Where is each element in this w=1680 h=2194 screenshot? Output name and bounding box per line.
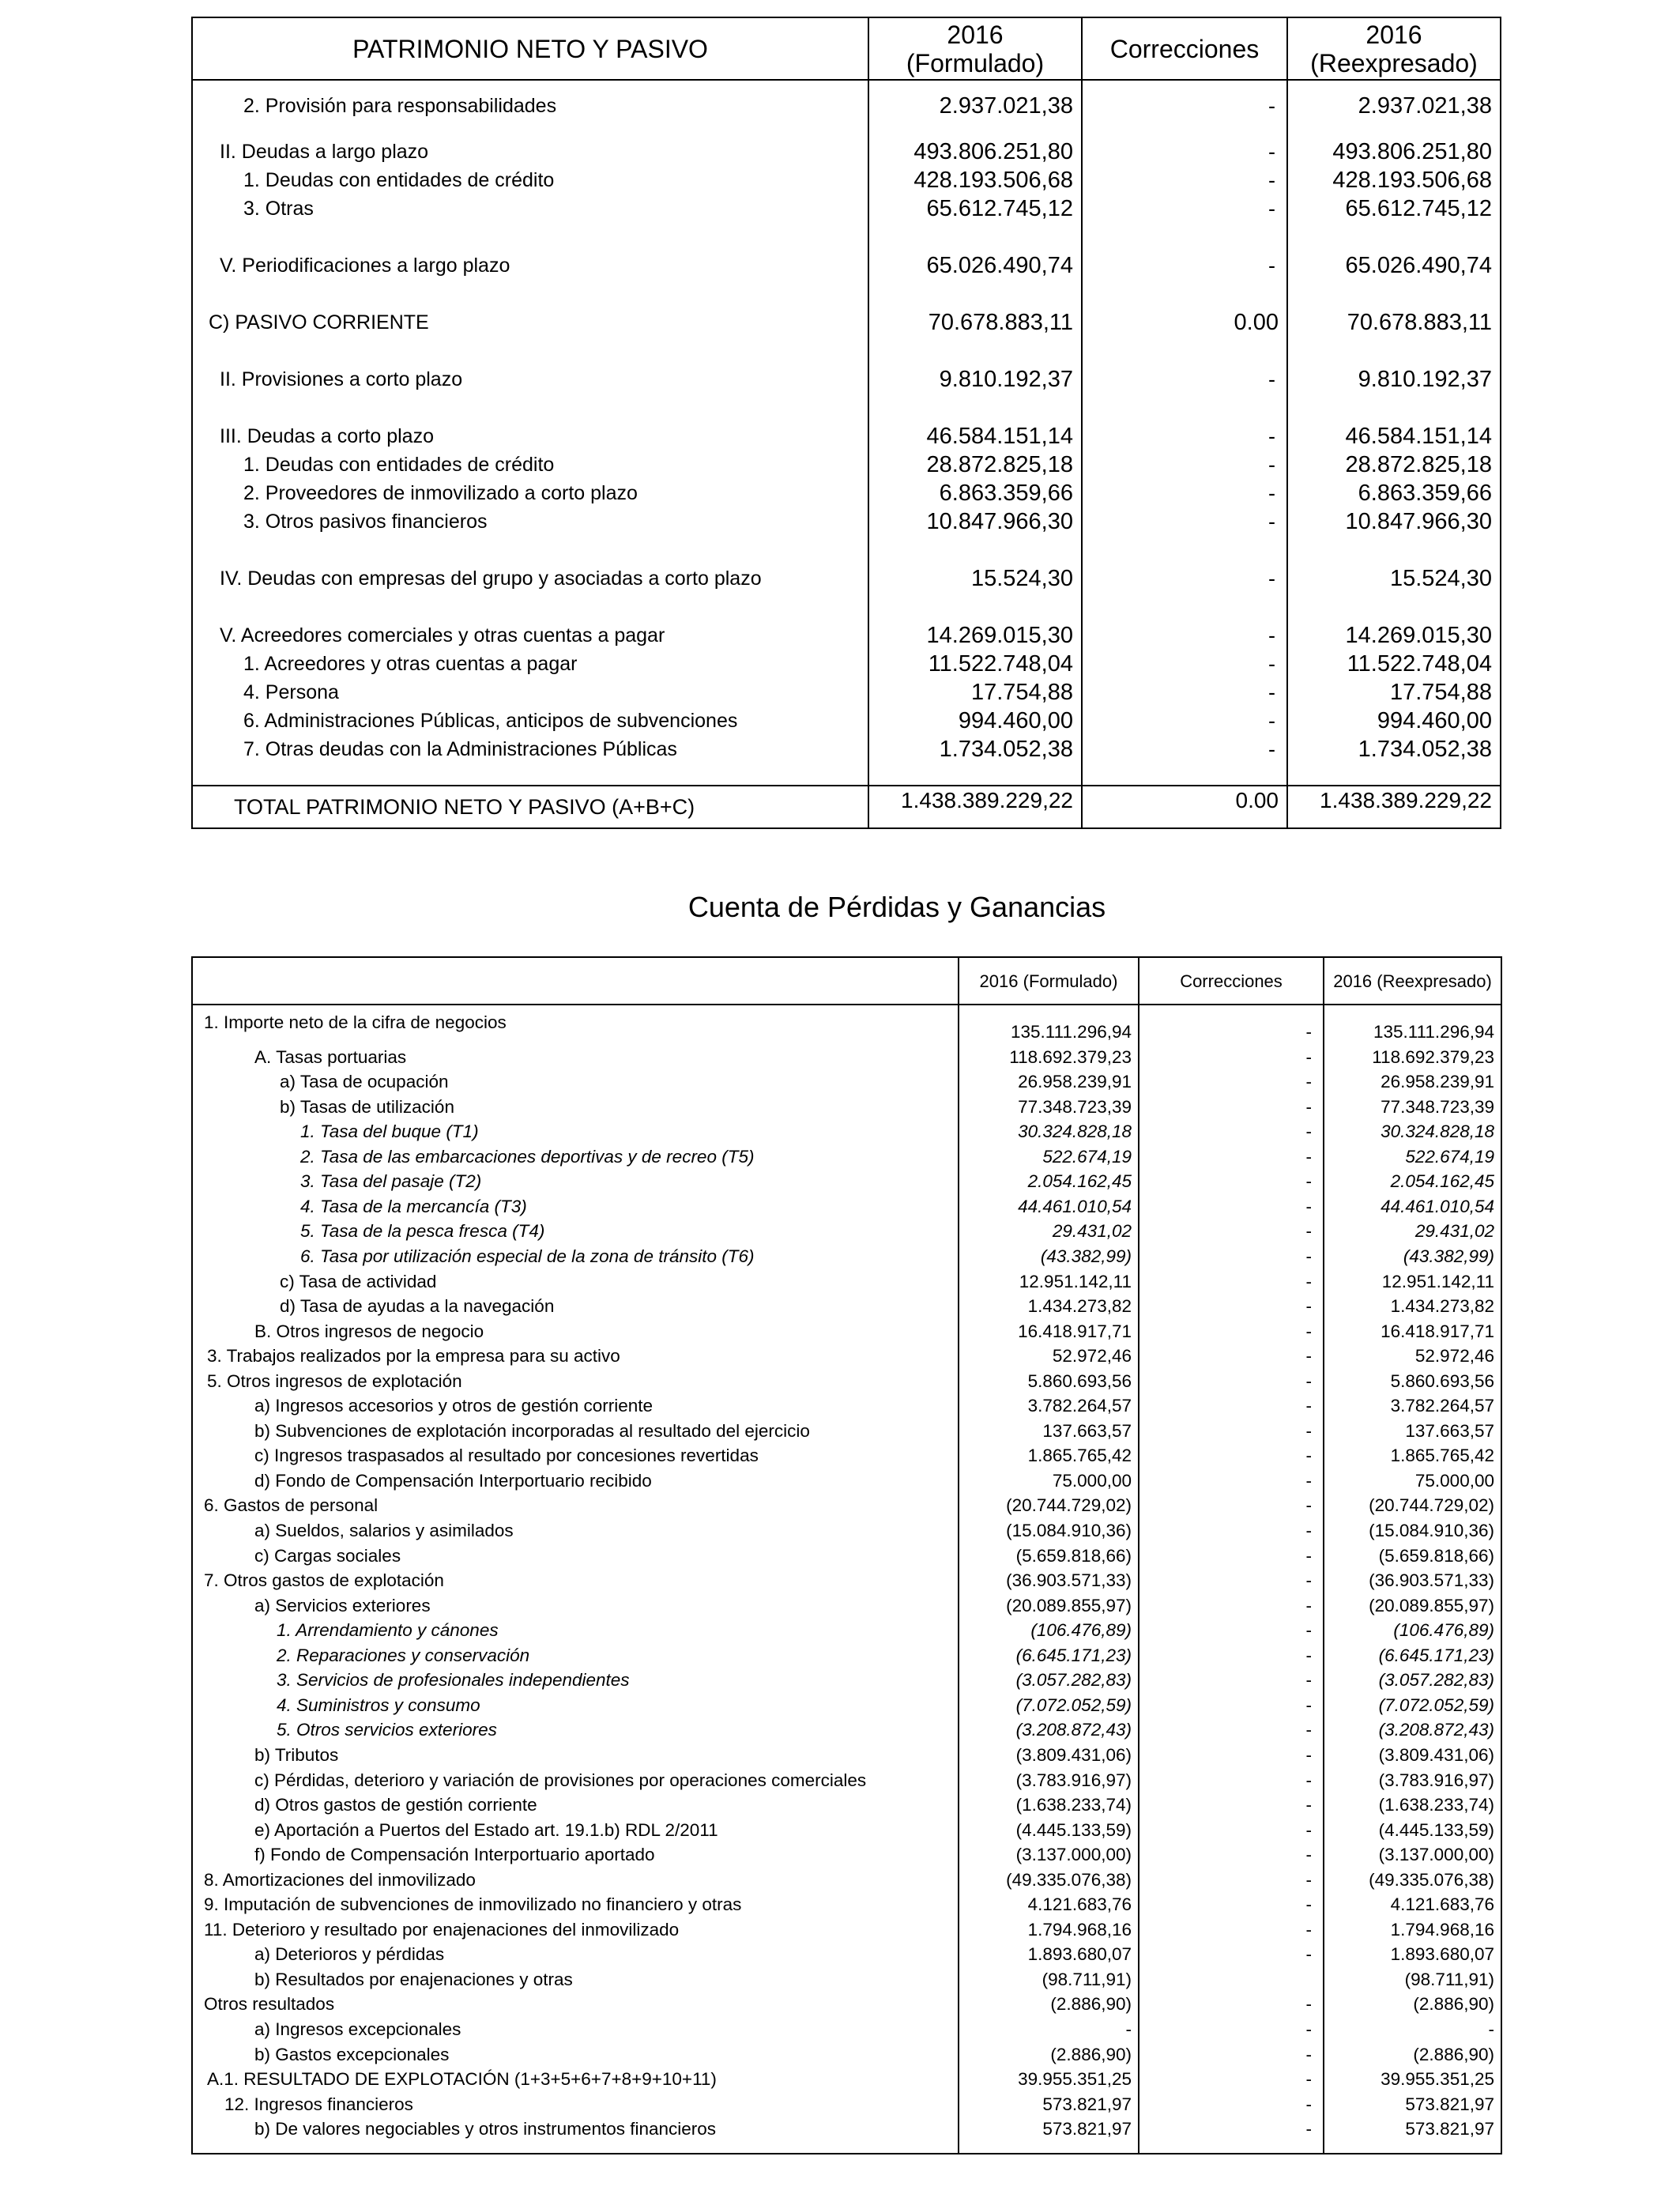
pyg-row-formulado: (3.208.872,43) [1015, 1720, 1132, 1740]
balance-row-reexpresado: 6.863.359,66 [1358, 481, 1492, 506]
balance-row-formulado: 15.524,30 [970, 566, 1073, 591]
pyg-row-correcciones: - [1305, 1620, 1312, 1641]
pyg-row-label: 3. Tasa del pasaje (T2) [300, 1171, 482, 1192]
balance-header-formulado-sub: (Formulado) [906, 48, 1045, 77]
pyg-row-correcciones: - [1305, 1720, 1312, 1740]
pyg-row-correcciones: - [1305, 1346, 1312, 1367]
pyg-row-reexpresado: (2.886,90) [1413, 1994, 1494, 2015]
pyg-row-reexpresado: (43.382,99) [1403, 1246, 1494, 1266]
pyg-row-formulado: (49.335.076,38) [1006, 1869, 1132, 1890]
pyg-row-formulado: 1.434.273,82 [1027, 1296, 1132, 1317]
pyg-table [191, 956, 1502, 2154]
pyg-row-label: 1. Importe neto de la cifra de negocios [204, 1012, 507, 1032]
pyg-correcciones-column [1139, 1005, 1323, 2154]
pyg-row-reexpresado: 26.958.239,91 [1381, 1072, 1494, 1092]
balance-row-correcciones: - [1268, 140, 1275, 164]
pyg-row-formulado: 16.418.917,71 [1018, 1321, 1132, 1341]
pyg-row-label: A. Tasas portuarias [254, 1046, 407, 1067]
balance-row-label: 1. Deudas con entidades de crédito [243, 169, 555, 191]
balance-row-label: 6. Administraciones Públicas, anticipos de subvenciones [243, 710, 738, 732]
pyg-row-formulado: 30.324.828,18 [1018, 1122, 1132, 1142]
pyg-row-label: 4. Suministros y consumo [277, 1695, 480, 1715]
pyg-row-reexpresado: (49.335.076,38) [1369, 1869, 1494, 1890]
balance-total-reexpresado: 1.438.389.229,22 [1286, 786, 1500, 827]
pyg-row-label: a) Ingresos excepcionales [254, 2019, 461, 2039]
balance-row-reexpresado: 65.612.745,12 [1345, 196, 1492, 221]
pyg-row-formulado: 522.674,19 [1042, 1146, 1132, 1167]
pyg-row-label: a) Servicios exteriores [254, 1595, 431, 1615]
pyg-row-correcciones [1139, 1967, 1323, 1992]
pyg-row-reexpresado: 135.111.296,94 [1373, 1022, 1494, 1042]
balance-row-formulado: 65.026.490,74 [926, 253, 1073, 278]
pyg-row-label: 8. Amortizaciones del inmovilizado [204, 1869, 476, 1890]
pyg-row-reexpresado: 52.972,46 [1414, 1346, 1494, 1367]
balance-row-formulado: 17.754,88 [970, 680, 1073, 705]
pyg-row-formulado: (3.809.431,06) [1015, 1744, 1132, 1765]
pyg-row-formulado: 118.692.379,23 [1009, 1046, 1132, 1067]
pyg-row-formulado: 1.865.765,42 [1027, 1446, 1132, 1466]
balance-row-label: 7. Otras deudas con la Administraciones Públicas [243, 738, 677, 760]
balance-header [193, 18, 1500, 81]
balance-row-label: 1. Deudas con entidades de crédito [243, 454, 555, 476]
pyg-row-formulado: - [1125, 2019, 1132, 2039]
pyg-row-label: 5. Tasa de la pesca fresca (T4) [300, 1221, 545, 1242]
pyg-row-reexpresado: 39.955.351,25 [1381, 2069, 1494, 2090]
balance-row-label: 4. Persona [243, 681, 339, 703]
balance-row-reexpresado: 9.810.192,37 [1358, 367, 1492, 392]
pyg-row-label: 12. Ingresos financieros [224, 2094, 413, 2114]
pyg-row-formulado: 75.000,00 [1052, 1470, 1132, 1491]
pyg-row-correcciones: - [1305, 1845, 1312, 1865]
pyg-row-reexpresado: 522.674,19 [1405, 1146, 1494, 1167]
pyg-row-formulado: (36.903.571,33) [1006, 1570, 1132, 1591]
pyg-row-label: a) Tasa de ocupación [280, 1072, 449, 1092]
balance-row-label: 2. Provisión para responsabilidades [243, 95, 557, 117]
balance-total-label: TOTAL PATRIMONIO NETO Y PASIVO (A+B+C) [234, 795, 695, 819]
pyg-row-formulado: 5.860.693,56 [1027, 1370, 1132, 1391]
pyg-row-reexpresado: 4.121.683,76 [1390, 1894, 1494, 1915]
pyg-header [193, 958, 1501, 1005]
pyg-row-label: 6. Gastos de personal [204, 1495, 379, 1516]
balance-row-label: 2. Proveedores de inmovilizado a corto plazo [243, 482, 638, 504]
pyg-row-label: a) Sueldos, salarios y asimilados [254, 1521, 514, 1540]
pyg-row-formulado: (4.445.133,59) [1015, 1819, 1132, 1840]
pyg-row-label: 9. Imputación de subvenciones de inmovilizado no financiero y otras [204, 1894, 742, 1915]
balance-row-label: III. Deudas a corto plazo [220, 425, 434, 447]
pyg-row-reexpresado: (3.783.916,97) [1378, 1770, 1494, 1790]
pyg-row-formulado: (98.711,91) [1042, 1969, 1132, 1989]
pyg-row-formulado: 12.951.142,11 [1019, 1271, 1132, 1291]
pyg-row-reexpresado: 77.348.723,39 [1381, 1096, 1494, 1117]
balance-row-formulado: 28.872.825,18 [926, 452, 1073, 477]
balance-row-formulado: 493.806.251,80 [913, 139, 1073, 164]
pyg-row-reexpresado: (2.886,90) [1413, 2044, 1494, 2064]
balance-row-formulado: 2.937.021,38 [939, 93, 1073, 119]
pyg-row-formulado: 1.794.968,16 [1027, 1919, 1132, 1940]
pyg-row-label: b) Gastos excepcionales [254, 2044, 450, 2064]
pyg-header-formulado-sub: (Formulado) [1023, 971, 1118, 991]
balance-row-reexpresado: 1.734.052,38 [1358, 737, 1492, 762]
pyg-row-reexpresado: 118.692.379,23 [1372, 1046, 1494, 1067]
pyg-row-correcciones: - [1305, 1869, 1312, 1890]
pyg-row-correcciones: - [1305, 1321, 1312, 1341]
pyg-row-correcciones: - [1305, 1770, 1312, 1790]
pyg-row-label: d) Tasa de ayudas a la navegación [280, 1296, 555, 1317]
pyg-row-label: 5. Otros servicios exteriores [277, 1720, 497, 1740]
pyg-row-correcciones: - [1305, 1470, 1312, 1491]
balance-row-reexpresado: 15.524,30 [1389, 566, 1492, 591]
pyg-row-correcciones: - [1305, 1919, 1312, 1940]
pyg-row-correcciones: - [1305, 1221, 1312, 1242]
pyg-row-reexpresado: (3.809.431,06) [1378, 1744, 1494, 1765]
pyg-row-reexpresado: 44.461.010,54 [1381, 1196, 1494, 1216]
pyg-header-reexpresado-year: 2016 [1333, 971, 1373, 991]
pyg-row-label: a) Ingresos accesorios y otros de gestión corriente [254, 1396, 653, 1416]
pyg-row-label: 6. Tasa por utilización especial de la zona de tránsito (T6) [300, 1246, 755, 1266]
pyg-row-formulado: 26.958.239,91 [1018, 1072, 1132, 1092]
balance-row-formulado: 6.863.359,66 [939, 481, 1073, 506]
pyg-row-correcciones: - [1305, 2019, 1312, 2039]
balance-row-reexpresado: 493.806.251,80 [1332, 139, 1492, 164]
pyg-row-reexpresado: 573.821,97 [1405, 2119, 1494, 2139]
pyg-row-formulado: 135.111.296,94 [1010, 1022, 1132, 1042]
pyg-row-correcciones: - [1305, 2069, 1312, 2090]
balance-row-correcciones: - [1268, 254, 1275, 277]
pyg-row-formulado: (43.382,99) [1040, 1246, 1132, 1266]
pyg-row-correcciones: - [1305, 2119, 1312, 2139]
pyg-row-formulado: 77.348.723,39 [1018, 1096, 1132, 1117]
pyg-row-formulado: (3.783.916,97) [1015, 1770, 1132, 1790]
balance-total-correcciones: 0.00 [1081, 786, 1286, 827]
balance-row-label: 3. Otras [243, 198, 314, 220]
balance-row-formulado: 70.678.883,11 [928, 310, 1073, 335]
balance-row-reexpresado: 2.937.021,38 [1358, 93, 1492, 119]
pyg-row-formulado: (5.659.818,66) [1015, 1545, 1132, 1566]
pyg-row-label: c) Ingresos traspasados al resultado por concesiones revertidas [254, 1446, 759, 1466]
balance-row-formulado: 10.847.966,30 [926, 509, 1073, 534]
pyg-row-correcciones: - [1305, 1795, 1312, 1815]
balance-total-row [193, 785, 1500, 827]
pyg-row-formulado: (20.744.729,02) [1006, 1495, 1132, 1516]
balance-body [193, 81, 1500, 785]
pyg-row-reexpresado: (5.659.818,66) [1378, 1545, 1494, 1566]
balance-row-label: IV. Deudas con empresas del grupo y asociadas a corto plazo [220, 567, 762, 590]
pyg-row-label: c) Tasa de actividad [280, 1271, 437, 1291]
pyg-header-formulado-year: 2016 [979, 971, 1019, 991]
pyg-row-formulado: (106.476,89) [1030, 1620, 1132, 1641]
balance-total-formulado: 1.438.389.229,22 [868, 786, 1081, 827]
pyg-row-label: A.1. RESULTADO DE EXPLOTACIÓN (1+3+5+6+7+8+9+10+11) [207, 2069, 717, 2090]
balance-row-formulado: 65.612.745,12 [926, 196, 1073, 221]
pyg-row-correcciones: - [1305, 1570, 1312, 1591]
pyg-reexpresado-column [1323, 1005, 1501, 2154]
pyg-row-reexpresado: 30.324.828,18 [1381, 1122, 1494, 1142]
pyg-header-reexpresado-sub: (Reexpresado) [1377, 971, 1492, 991]
pyg-body [193, 1005, 1501, 2154]
balance-row-formulado: 994.460,00 [958, 708, 1073, 733]
pyg-row-label: c) Cargas sociales [254, 1545, 401, 1566]
pyg-row-correcciones: - [1305, 1994, 1312, 2015]
pyg-header-reexpresado [1323, 958, 1501, 1004]
balance-header-formulado-year: 2016 [947, 20, 1004, 49]
pyg-row-correcciones: - [1305, 1271, 1312, 1291]
balance-header-reexpresado [1286, 18, 1500, 79]
balance-row-label: 1. Acreedores y otras cuentas a pagar [243, 653, 578, 675]
pyg-row-reexpresado: (1.638.233,74) [1378, 1795, 1494, 1815]
balance-row-correcciones: - [1268, 424, 1275, 448]
pyg-row-correcciones: - [1305, 1744, 1312, 1765]
balance-row-correcciones: - [1268, 168, 1275, 192]
pyg-row-label: 1. Tasa del buque (T1) [300, 1122, 479, 1142]
balance-header-label: PATRIMONIO NETO Y PASIVO [352, 34, 708, 63]
balance-row-correcciones: - [1268, 567, 1275, 590]
pyg-row-correcciones: - [1305, 1446, 1312, 1466]
pyg-row-label: f) Fondo de Compensación Interportuario aportado [254, 1845, 655, 1865]
pyg-row-label: 3. Servicios de profesionales independientes [277, 1670, 630, 1691]
balance-row-reexpresado: 428.193.506,68 [1332, 168, 1492, 193]
pyg-row-formulado: 1.893.680,07 [1027, 1944, 1132, 1965]
pyg-row-correcciones: - [1305, 1695, 1312, 1715]
balance-row-correcciones: - [1268, 737, 1275, 761]
pyg-row-formulado: 4.121.683,76 [1027, 1894, 1132, 1915]
pyg-row-reexpresado: 29.431,02 [1414, 1221, 1494, 1242]
pyg-row-correcciones: - [1305, 1246, 1312, 1266]
pyg-row-correcciones: - [1305, 1296, 1312, 1317]
pyg-row-correcciones: - [1305, 1819, 1312, 1840]
pyg-row-formulado: 137.663,57 [1042, 1420, 1132, 1441]
pyg-row-reexpresado: (3.057.282,83) [1378, 1670, 1494, 1691]
pyg-row-formulado: 573.821,97 [1042, 2094, 1132, 2114]
pyg-row-label: b) De valores negociables y otros instrumentos financieros [254, 2119, 717, 2139]
pyg-row-reexpresado: (3.208.872,43) [1378, 1720, 1494, 1740]
balance-row-reexpresado: 17.754,88 [1389, 680, 1492, 705]
pyg-row-correcciones: - [1305, 1022, 1312, 1042]
balance-row-formulado: 14.269.015,30 [926, 623, 1073, 648]
pyg-row-formulado: (1.638.233,74) [1015, 1795, 1132, 1815]
pyg-row-formulado: (2.886,90) [1050, 2044, 1132, 2064]
pyg-row-formulado: 44.461.010,54 [1018, 1196, 1132, 1216]
pyg-row-correcciones: - [1305, 1046, 1312, 1067]
pyg-row-label: b) Tributos [254, 1744, 339, 1765]
pyg-row-label: b) Subvenciones de explotación incorporadas al resultado del ejercicio [254, 1420, 810, 1441]
pyg-row-correcciones: - [1305, 1196, 1312, 1216]
pyg-row-correcciones: - [1305, 1396, 1312, 1416]
pyg-row-formulado: (3.057.282,83) [1015, 1670, 1132, 1691]
balance-correcciones-column [1081, 81, 1286, 785]
balance-row-correcciones: - [1268, 481, 1275, 505]
pyg-row-correcciones: - [1305, 1370, 1312, 1391]
pyg-row-reexpresado: (3.137.000,00) [1378, 1845, 1494, 1865]
balance-row-correcciones: 0.00 [1234, 310, 1279, 335]
pyg-row-correcciones: - [1305, 1670, 1312, 1691]
balance-row-formulado: 46.584.151,14 [926, 424, 1073, 449]
pyg-formulado-column [958, 1005, 1139, 2154]
pyg-row-reexpresado: (20.744.729,02) [1369, 1495, 1494, 1516]
pyg-row-reexpresado: 3.782.264,57 [1390, 1396, 1494, 1416]
pyg-row-correcciones: - [1305, 1894, 1312, 1915]
pyg-row-label: e) Aportación a Puertos del Estado art. 19.1.b) RDL 2/2011 [254, 1819, 718, 1840]
balance-row-reexpresado: 65.026.490,74 [1345, 253, 1492, 278]
pyg-row-reexpresado: 1.865.765,42 [1390, 1446, 1494, 1466]
balance-row-correcciones: - [1268, 510, 1275, 533]
pyg-row-label: b) Resultados por enajenaciones y otras [254, 1969, 573, 1989]
pyg-header-label [193, 958, 958, 1004]
balance-row-formulado: 11.522.748,04 [928, 651, 1073, 677]
pyg-row-correcciones: - [1305, 1944, 1312, 1965]
pyg-row-reexpresado: (15.084.910,36) [1369, 1521, 1494, 1540]
pyg-row-correcciones: - [1305, 1122, 1312, 1142]
pyg-row-formulado: 573.821,97 [1042, 2119, 1132, 2139]
balance-row-correcciones: - [1268, 680, 1275, 704]
pyg-row-reexpresado: - [1488, 2019, 1494, 2039]
pyg-row-correcciones: - [1305, 1495, 1312, 1516]
pyg-row-reexpresado: (36.903.571,33) [1369, 1570, 1494, 1591]
balance-row-label: II. Deudas a largo plazo [220, 141, 429, 163]
pyg-row-reexpresado: 137.663,57 [1405, 1420, 1494, 1441]
balance-row-reexpresado: 70.678.883,11 [1347, 310, 1492, 335]
pyg-row-label: 4. Tasa de la mercancía (T3) [300, 1196, 527, 1216]
pyg-row-label: 5. Otros ingresos de explotación [207, 1370, 462, 1391]
pyg-row-formulado: (7.072.052,59) [1015, 1695, 1132, 1715]
pyg-row-label: d) Otros gastos de gestión corriente [254, 1795, 537, 1815]
pyg-row-formulado: (20.089.855,97) [1006, 1595, 1132, 1615]
balance-label-column [193, 81, 868, 785]
pyg-row-correcciones: - [1305, 1072, 1312, 1092]
pyg-row-label: c) Pérdidas, deterioro y variación de provisiones por operaciones comerciales [254, 1770, 867, 1790]
pyg-header-correcciones: Correcciones [1180, 971, 1283, 991]
balance-row-correcciones: - [1268, 709, 1275, 733]
pyg-row-label: 3. Trabajos realizados por la empresa para su activo [207, 1346, 620, 1367]
pyg-row-formulado: 29.431,02 [1052, 1221, 1132, 1242]
pyg-row-formulado: 2.054.162,45 [1027, 1171, 1132, 1192]
pyg-row-formulado: (6.645.171,23) [1015, 1645, 1132, 1665]
pyg-row-reexpresado: (98.711,91) [1404, 1969, 1494, 1989]
pyg-row-label: 2. Tasa de las embarcaciones deportivas y de recreo (T5) [300, 1146, 755, 1167]
pyg-row-reexpresado: 1.893.680,07 [1390, 1944, 1494, 1965]
balance-row-label: II. Provisiones a corto plazo [220, 368, 463, 390]
balance-reexpresado-column [1286, 81, 1500, 785]
pyg-row-correcciones: - [1305, 1420, 1312, 1441]
pyg-row-reexpresado: (7.072.052,59) [1378, 1695, 1494, 1715]
pyg-row-reexpresado: 5.860.693,56 [1390, 1370, 1494, 1391]
pyg-header-formulado [958, 958, 1139, 1004]
balance-header-reexpresado-sub: (Reexpresado) [1310, 48, 1478, 77]
pyg-row-reexpresado: 2.054.162,45 [1390, 1171, 1494, 1192]
pyg-row-formulado: 39.955.351,25 [1018, 2069, 1132, 2090]
pyg-row-formulado: 52.972,46 [1052, 1346, 1132, 1367]
balance-row-correcciones: - [1268, 652, 1275, 676]
balance-row-formulado: 1.734.052,38 [939, 737, 1073, 762]
pyg-row-label: 1. Arrendamiento y cánones [277, 1620, 499, 1641]
pyg-row-formulado: (15.084.910,36) [1006, 1521, 1132, 1540]
balance-row-formulado: 9.810.192,37 [939, 367, 1073, 392]
balance-row-correcciones: - [1268, 453, 1275, 477]
balance-row-label: V. Periodificaciones a largo plazo [220, 254, 510, 277]
balance-row-reexpresado: 11.522.748,04 [1347, 651, 1492, 677]
balance-row-reexpresado: 14.269.015,30 [1345, 623, 1492, 648]
pyg-title: Cuenta de Pérdidas y Ganancias [687, 891, 1106, 923]
pyg-row-correcciones: - [1305, 2044, 1312, 2064]
balance-row-correcciones: - [1268, 197, 1275, 221]
balance-row-reexpresado: 46.584.151,14 [1345, 424, 1492, 449]
pyg-row-label: B. Otros ingresos de negocio [254, 1321, 484, 1341]
pyg-row-reexpresado: (6.645.171,23) [1378, 1645, 1494, 1665]
pyg-label-column [193, 1005, 958, 2154]
pyg-row-correcciones: - [1305, 1595, 1312, 1615]
balance-row-label: C) PASIVO CORRIENTE [209, 311, 429, 334]
pyg-row-formulado: (3.137.000,00) [1015, 1845, 1132, 1865]
pyg-row-label: d) Fondo de Compensación Interportuario recibido [254, 1470, 652, 1491]
pyg-row-label: 2. Reparaciones y conservación [277, 1645, 530, 1665]
balance-row-correcciones: - [1268, 94, 1275, 118]
pyg-row-formulado: 3.782.264,57 [1027, 1396, 1132, 1416]
pyg-row-reexpresado: (4.445.133,59) [1378, 1819, 1494, 1840]
balance-formulado-column [868, 81, 1081, 785]
pyg-row-correcciones: - [1305, 1521, 1312, 1540]
pyg-row-label: 11. Deterioro y resultado por enajenaciones del inmovilizado [204, 1919, 680, 1940]
pyg-row-reexpresado: (20.089.855,97) [1369, 1595, 1494, 1615]
balance-header-formulado [868, 18, 1081, 79]
pyg-row-correcciones: - [1305, 1146, 1312, 1167]
balance-row-formulado: 428.193.506,68 [913, 168, 1073, 193]
balance-table [191, 17, 1501, 829]
pyg-row-reexpresado: (106.476,89) [1393, 1620, 1494, 1641]
balance-row-correcciones: - [1268, 624, 1275, 647]
pyg-row-correcciones: - [1305, 2094, 1312, 2114]
balance-row-label: V. Acreedores comerciales y otras cuentas a pagar [220, 624, 665, 647]
balance-row-reexpresado: 28.872.825,18 [1345, 452, 1492, 477]
pyg-row-correcciones: - [1305, 1645, 1312, 1665]
pyg-row-reexpresado: 16.418.917,71 [1381, 1321, 1494, 1341]
balance-row-reexpresado: 10.847.966,30 [1345, 509, 1492, 534]
pyg-row-label: 7. Otros gastos de explotación [204, 1570, 444, 1591]
balance-row-label: 3. Otros pasivos financieros [243, 511, 488, 533]
pyg-row-correcciones: - [1305, 1171, 1312, 1192]
pyg-row-correcciones: - [1305, 1096, 1312, 1117]
pyg-row-reexpresado: 573.821,97 [1405, 2094, 1494, 2114]
pyg-row-label: Otros resultados [204, 1994, 335, 2015]
balance-header-correcciones: Correcciones [1081, 18, 1286, 79]
balance-row-correcciones: - [1268, 368, 1275, 391]
pyg-row-reexpresado: 12.951.142,11 [1381, 1271, 1494, 1291]
pyg-row-reexpresado: 1.794.968,16 [1390, 1919, 1494, 1940]
balance-row-reexpresado: 994.460,00 [1377, 708, 1492, 733]
pyg-row-formulado: (2.886,90) [1050, 1994, 1132, 2015]
pyg-row-reexpresado: 1.434.273,82 [1390, 1296, 1494, 1317]
pyg-row-correcciones: - [1305, 1545, 1312, 1566]
pyg-row-label: b) Tasas de utilización [280, 1096, 454, 1117]
pyg-row-label: a) Deterioros y pérdidas [254, 1944, 445, 1965]
pyg-row-reexpresado: 75.000,00 [1414, 1470, 1494, 1491]
balance-header-reexpresado-year: 2016 [1365, 20, 1422, 49]
